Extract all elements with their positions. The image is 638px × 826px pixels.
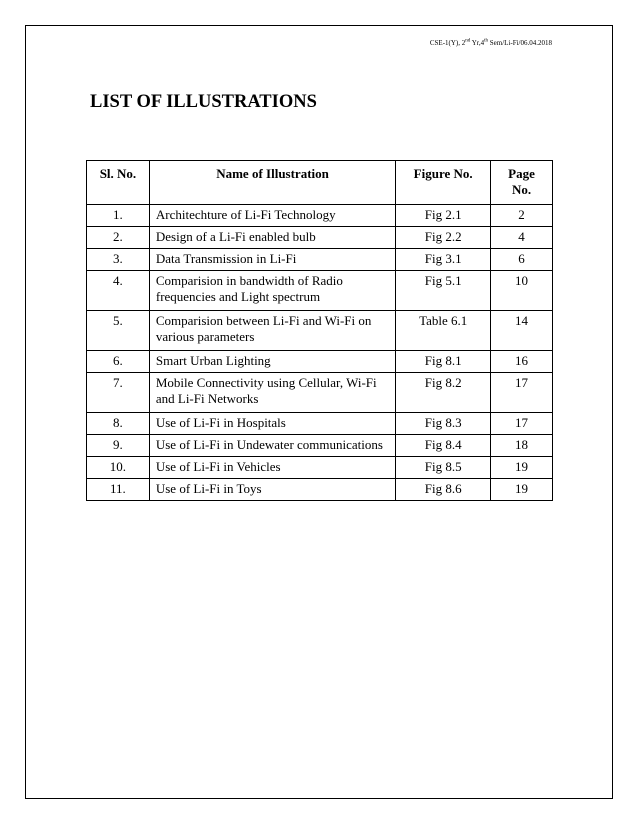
cell-page: 17 (491, 373, 553, 413)
cell-figure: Fig 8.6 (396, 479, 491, 501)
cell-page: 6 (491, 249, 553, 271)
cell-sl: 9. (87, 435, 150, 457)
cell-sl: 5. (87, 311, 150, 351)
cell-name: Comparision in bandwidth of Radio frequencies and Light spectrum (149, 271, 395, 311)
table-row (87, 249, 553, 271)
cell-page: 4 (491, 227, 553, 249)
cell-page: 19 (491, 479, 553, 501)
table-row (87, 479, 553, 501)
document-reference: CSE-1(Y), 2nd Yr,4th Sem/Li-Fi/06.04.2018 (429, 38, 552, 47)
cell-name: Architechture of Li-Fi Technology (149, 205, 395, 227)
table-row (87, 457, 553, 479)
cell-sl: 11. (87, 479, 150, 501)
cell-figure: Fig 8.4 (396, 435, 491, 457)
cell-name: Use of Li-Fi in Undewater communications (149, 435, 395, 457)
cell-page: 14 (491, 311, 553, 351)
cell-sl: 6. (87, 351, 150, 373)
cell-name: Use of Li-Fi in Hospitals (149, 413, 395, 435)
cell-sl: 4. (87, 271, 150, 311)
cell-page: 2 (491, 205, 553, 227)
cell-name: Mobile Connectivity using Cellular, Wi-Fi and Li-Fi Networks (149, 373, 395, 413)
cell-sl: 10. (87, 457, 150, 479)
cell-sl: 1. (87, 205, 150, 227)
cell-page: 10 (491, 271, 553, 311)
cell-figure: Fig 2.2 (396, 227, 491, 249)
header-page-no: Page No. (491, 161, 553, 205)
table-row (87, 205, 553, 227)
illustrations-table (86, 160, 553, 501)
table-row (87, 311, 553, 351)
cell-name: Data Transmission in Li-Fi (149, 249, 395, 271)
cell-page: 18 (491, 435, 553, 457)
header-sl-no: Sl. No. (87, 161, 150, 205)
table-header-row (87, 161, 553, 205)
cell-name: Use of Li-Fi in Toys (149, 479, 395, 501)
page-title: LIST OF ILLUSTRATIONS (90, 92, 317, 112)
cell-sl: 8. (87, 413, 150, 435)
header-figure-no: Figure No. (396, 161, 491, 205)
cell-figure: Fig 3.1 (396, 249, 491, 271)
cell-figure: Fig 8.3 (396, 413, 491, 435)
table-row (87, 271, 553, 311)
cell-name: Comparision between Li-Fi and Wi-Fi on various parameters (149, 311, 395, 351)
cell-page: 19 (491, 457, 553, 479)
table-row (87, 351, 553, 373)
cell-figure: Fig 8.1 (396, 351, 491, 373)
table-row (87, 373, 553, 413)
cell-name: Use of Li-Fi in Vehicles (149, 457, 395, 479)
cell-page: 17 (491, 413, 553, 435)
cell-name: Smart Urban Lighting (149, 351, 395, 373)
cell-sl: 3. (87, 249, 150, 271)
cell-figure: Fig 8.2 (396, 373, 491, 413)
table-row (87, 413, 553, 435)
cell-page: 16 (491, 351, 553, 373)
table-row (87, 227, 553, 249)
cell-sl: 7. (87, 373, 150, 413)
cell-name: Design of a Li-Fi enabled bulb (149, 227, 395, 249)
table-row (87, 435, 553, 457)
cell-figure: Fig 8.5 (396, 457, 491, 479)
cell-figure: Fig 2.1 (396, 205, 491, 227)
cell-sl: 2. (87, 227, 150, 249)
header-name: Name of Illustration (149, 161, 395, 205)
cell-figure: Table 6.1 (396, 311, 491, 351)
cell-figure: Fig 5.1 (396, 271, 491, 311)
